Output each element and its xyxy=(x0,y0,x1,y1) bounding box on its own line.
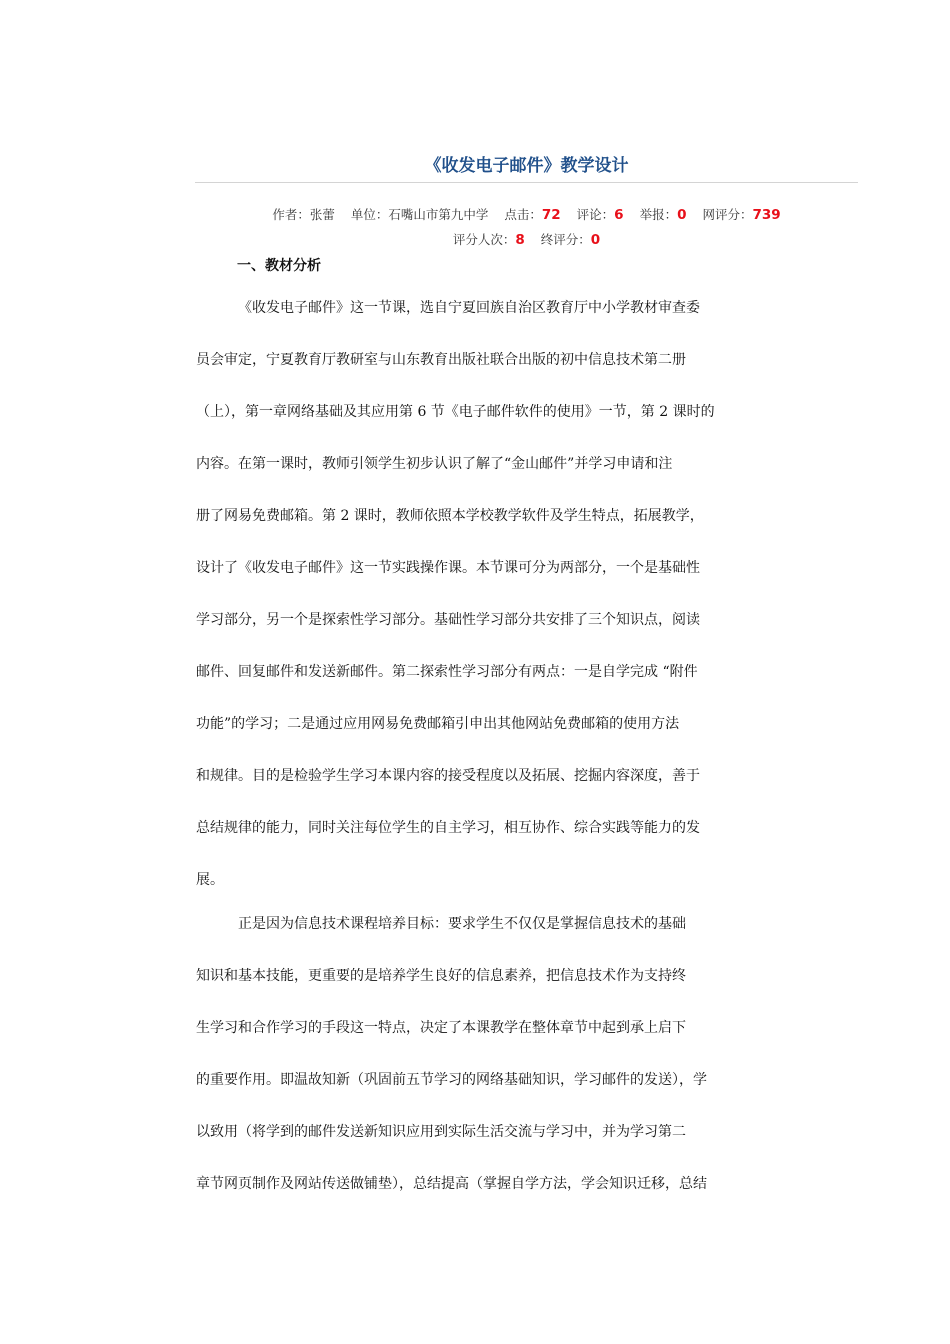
paragraph-line: 展。 xyxy=(196,872,224,888)
final-score-value: 0 xyxy=(590,232,601,248)
author-label: 作者： xyxy=(272,207,310,222)
title-divider xyxy=(195,182,858,183)
paragraph-1 xyxy=(196,282,756,906)
paragraph-line: 设计了《收发电子邮件》这一节实践操作课。本节课可分为两部分，一个是基础性 xyxy=(196,560,700,576)
paragraph-line: 以致用（将学到的邮件发送新知识应用到实际生活交流与学习中，并为学习第二 xyxy=(196,1124,686,1140)
paragraph-line: 正是因为信息技术课程培养目标：要求学生不仅仅是掌握信息技术的基础 xyxy=(238,916,686,932)
paragraph-line: （上），第一章网络基础及其应用第 6 节《电子邮件软件的使用》一节，第 2 课时的 xyxy=(196,404,715,420)
paragraph-line: 章节网页制作及网站传送做铺垫），总结提高（掌握自学方法，学会知识迁移，总结 xyxy=(196,1176,707,1192)
raters-count: 8 xyxy=(515,232,525,248)
paragraph-line: 功能”的学习；二是通过应用网易免费邮箱引申出其他网站免费邮箱的使用方法 xyxy=(196,716,680,732)
paragraph-2 xyxy=(196,898,756,1210)
paragraph-line: 总结规律的能力，同时关注每位学生的自主学习，相互协作、综合实践等能力的发 xyxy=(196,820,700,836)
clicks-count: 72 xyxy=(541,207,561,223)
paragraph-line: 邮件、回复邮件和发送新邮件。第二探索性学习部分有两点：一是自学完成 “附件 xyxy=(196,664,698,680)
paragraph-line: 员会审定，宁夏教育厅教研室与山东教育出版社联合出版的初中信息技术第二册 xyxy=(196,352,686,368)
author-value: 张蕾 xyxy=(309,207,335,222)
unit-value: 石嘴山市第九中学 xyxy=(388,207,489,222)
comments-label[interactable]: 评论： xyxy=(576,207,615,222)
final-score-label: 终评分： xyxy=(540,232,591,247)
page-title: 《收发电子邮件》教学设计 xyxy=(424,156,629,176)
unit-label: 单位： xyxy=(350,207,389,222)
paragraph-line: 的重要作用。即温故知新（巩固前五节学习的网络基础知识，学习邮件的发送），学 xyxy=(196,1072,707,1088)
article-meta xyxy=(195,203,858,227)
paragraph-line: 内容。在第一课时，教师引领学生初步认识了解了“金山邮件”并学习申请和注 xyxy=(196,456,673,472)
paragraph-line: 学习部分，另一个是探索性学习部分。基础性学习部分共安排了三个知识点，阅读 xyxy=(196,612,700,628)
raters-label: 评分人次： xyxy=(452,232,516,247)
paragraph-line: 生学习和合作学习的手段这一特点，决定了本课教学在整体章节中起到承上启下 xyxy=(196,1020,686,1036)
paragraph-line: 知识和基本技能，更重要的是培养学生良好的信息素养，把信息技术作为支持终 xyxy=(196,968,686,984)
comments-count: 6 xyxy=(614,207,624,223)
net-score-value: 739 xyxy=(752,207,781,223)
net-score-label: 网评分： xyxy=(702,207,753,222)
paragraph-line: 和规律。目的是检验学生学习本课内容的接受程度以及拓展、挖掘内容深度，善于 xyxy=(196,768,700,784)
article-meta-scores xyxy=(195,228,858,252)
paragraph-line: 《收发电子邮件》这一节课，选自宁夏回族自治区教育厅中小学教材审查委 xyxy=(238,300,700,316)
report-count: 0 xyxy=(677,207,687,223)
paragraph-line: 册了网易免费邮箱。第 2 课时，教师依照本学校教学软件及学生特点，拓展教学， xyxy=(196,508,704,524)
section-heading: 一、教材分析 xyxy=(237,258,321,274)
report-label[interactable]: 举报： xyxy=(639,207,678,222)
clicks-label: 点击： xyxy=(504,207,542,222)
